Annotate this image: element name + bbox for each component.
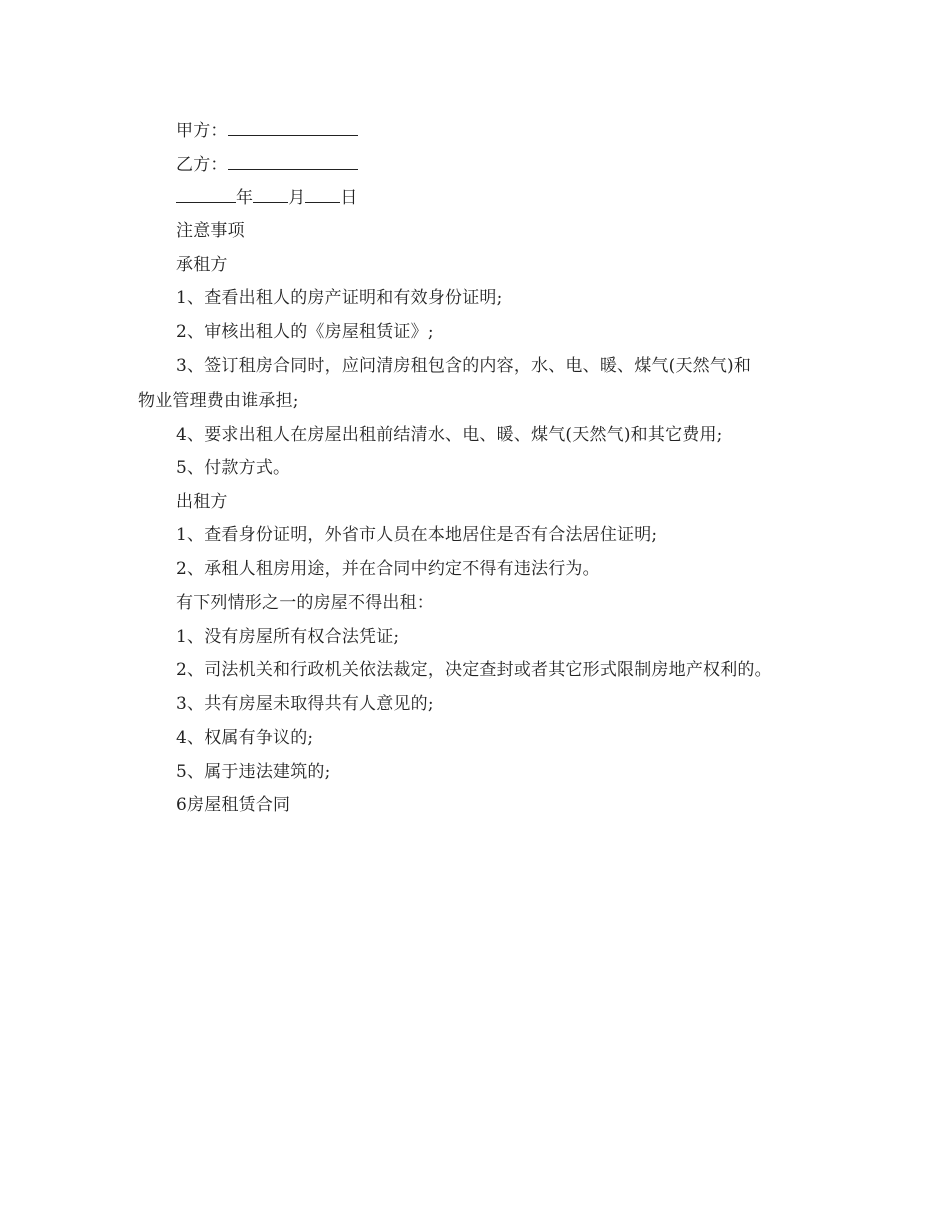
date-day: 日 <box>340 188 358 208</box>
date-year: 年 <box>236 188 254 208</box>
notes-heading: 注意事项 <box>176 221 245 241</box>
year-blank <box>176 186 236 203</box>
date-line <box>176 186 358 209</box>
tenant-item-5: 5、付款方式。 <box>176 458 291 478</box>
tenant-item-1: 1、查看出租人的房产证明和有效身份证明; <box>176 288 503 308</box>
party-a-line <box>176 119 358 142</box>
restriction-item-2: 2、司法机关和行政机关依法裁定，决定查封或者其它形式限制房地产权利的。 <box>176 660 772 680</box>
party-a-blank <box>228 119 358 136</box>
day-blank <box>305 186 340 203</box>
party-b-blank <box>228 153 358 170</box>
tenant-item-3-continued: 物业管理费由谁承担; <box>138 391 299 411</box>
restriction-item-3: 3、共有房屋未取得共有人意见的; <box>176 694 434 714</box>
party-b-line <box>176 153 358 176</box>
restriction-item-4: 4、权属有争议的; <box>176 728 314 748</box>
landlord-heading: 出租方 <box>176 492 228 512</box>
month-blank <box>253 186 288 203</box>
landlord-item-2: 2、承租人租房用途，并在合同中约定不得有违法行为。 <box>176 559 600 579</box>
tenant-item-3: 3、签订租房合同时，应问清房租包含的内容，水、电、暖、煤气(天然气)和 <box>176 356 752 376</box>
restrictions-heading: 有下列情形之一的房屋不得出租： <box>176 593 434 613</box>
restriction-item-1: 1、没有房屋所有权合法凭证; <box>176 627 400 647</box>
footer-title: 6房屋租赁合同 <box>176 795 291 815</box>
tenant-item-2: 2、审核出租人的《房屋租赁证》; <box>176 322 434 342</box>
tenant-heading: 承租方 <box>176 255 228 275</box>
date-month: 月 <box>288 188 306 208</box>
restriction-item-5: 5、属于违法建筑的; <box>176 762 331 782</box>
tenant-item-4: 4、要求出租人在房屋出租前结清水、电、暖、煤气(天然气)和其它费用; <box>176 425 723 445</box>
party-b-label: 乙方： <box>176 155 228 175</box>
landlord-item-1: 1、查看身份证明，外省市人员在本地居住是否有合法居住证明; <box>176 525 658 545</box>
party-a-label: 甲方： <box>176 121 228 141</box>
